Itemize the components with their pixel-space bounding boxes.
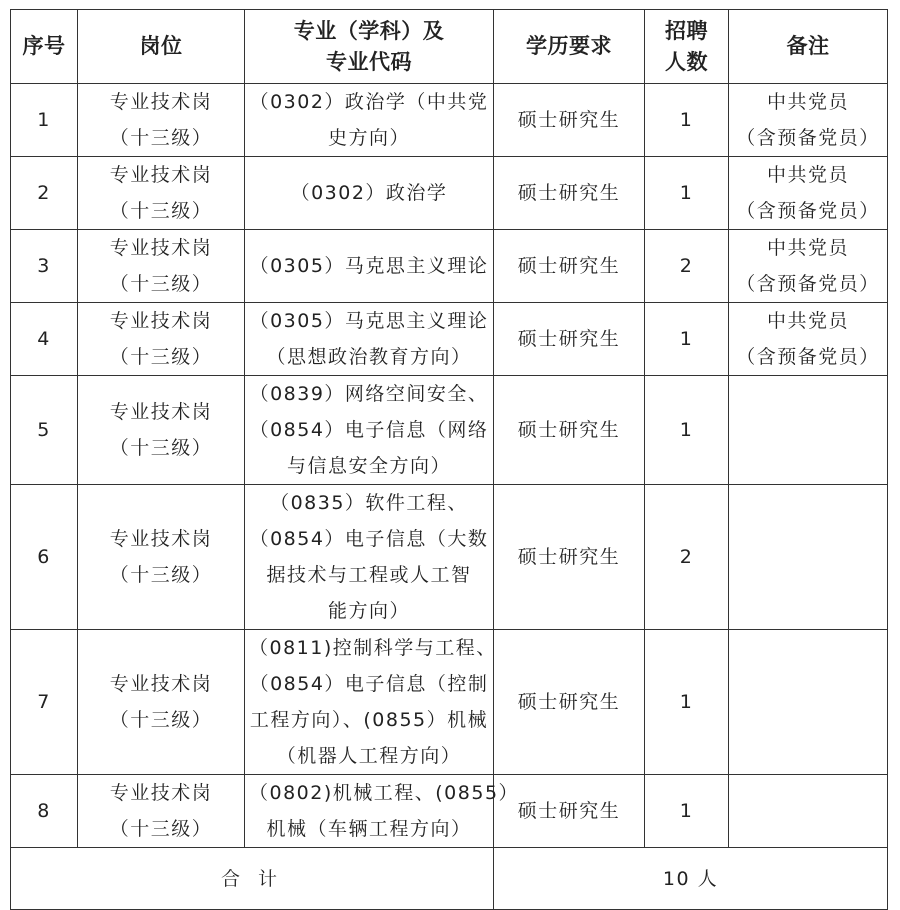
cell-major xyxy=(245,303,494,376)
cell-remark xyxy=(729,157,888,230)
cell-remark xyxy=(729,775,888,848)
cell-post-line: （十三级） xyxy=(109,709,213,731)
table-body xyxy=(11,84,888,848)
cell-major-line: （0854）电子信息（网络 xyxy=(249,419,489,441)
cell-post xyxy=(78,303,245,376)
total-label: 合 计 xyxy=(11,848,494,910)
header-major-line1: 专业（学科）及 xyxy=(293,18,445,43)
cell-major-line: 机械（车辆工程方向） xyxy=(266,818,472,840)
cell-seq: 2 xyxy=(11,157,78,230)
cell-major-line: （0811)控制科学与工程、 xyxy=(249,637,497,659)
cell-seq: 4 xyxy=(11,303,78,376)
cell-post xyxy=(78,630,245,775)
cell-education: 硕士研究生 xyxy=(494,630,645,775)
cell-count: 1 xyxy=(645,157,729,230)
cell-post-line: 专业技术岗 xyxy=(109,782,213,804)
cell-post-line: （十三级） xyxy=(109,564,213,586)
cell-seq: 5 xyxy=(11,376,78,485)
cell-seq: 8 xyxy=(11,775,78,848)
cell-post xyxy=(78,230,245,303)
cell-post xyxy=(78,775,245,848)
cell-major xyxy=(245,157,494,230)
cell-major-line: 史方向） xyxy=(327,127,410,149)
cell-seq: 6 xyxy=(11,485,78,630)
cell-post-line: 专业技术岗 xyxy=(109,310,213,332)
cell-remark xyxy=(729,303,888,376)
cell-education: 硕士研究生 xyxy=(494,485,645,630)
recruitment-table xyxy=(10,9,888,910)
total-value: 10 人 xyxy=(494,848,888,910)
cell-remark-line: 中共党员 xyxy=(766,91,849,113)
table-row xyxy=(11,157,888,230)
cell-count: 1 xyxy=(645,376,729,485)
cell-post xyxy=(78,376,245,485)
header-major-line2: 专业代码 xyxy=(326,49,412,74)
header-remark: 备注 xyxy=(729,10,888,84)
header-major xyxy=(245,10,494,84)
cell-major-line: （0302）政治学（中共党 xyxy=(249,91,489,113)
cell-education: 硕士研究生 xyxy=(494,303,645,376)
table-row xyxy=(11,84,888,157)
cell-education: 硕士研究生 xyxy=(494,775,645,848)
cell-post-line: 专业技术岗 xyxy=(109,528,213,550)
cell-post xyxy=(78,84,245,157)
cell-post-line: 专业技术岗 xyxy=(109,237,213,259)
cell-education: 硕士研究生 xyxy=(494,157,645,230)
cell-remark-line: （含预备党员） xyxy=(736,346,880,368)
cell-major-line: （0839）网络空间安全、 xyxy=(249,383,489,405)
cell-post-line: 专业技术岗 xyxy=(109,91,213,113)
table-row xyxy=(11,230,888,303)
cell-major xyxy=(245,84,494,157)
cell-remark-line: （含预备党员） xyxy=(736,273,880,295)
cell-major xyxy=(245,775,520,848)
cell-post-line: 专业技术岗 xyxy=(109,401,213,423)
cell-seq: 7 xyxy=(11,630,78,775)
table-row xyxy=(11,630,888,775)
cell-remark xyxy=(729,230,888,303)
cell-remark-line: 中共党员 xyxy=(766,237,849,259)
cell-major xyxy=(245,630,497,775)
cell-post xyxy=(78,157,245,230)
cell-post-line: 专业技术岗 xyxy=(109,164,213,186)
cell-major xyxy=(245,485,494,630)
cell-post xyxy=(78,485,245,630)
cell-remark-line: 中共党员 xyxy=(766,164,849,186)
table-row xyxy=(11,303,888,376)
cell-count: 2 xyxy=(645,230,729,303)
cell-remark xyxy=(729,630,888,775)
cell-post-line: （十三级） xyxy=(109,818,213,840)
cell-major-line: （0802)机械工程、(0855） xyxy=(249,782,520,804)
cell-major-line: （0835）软件工程、 xyxy=(270,492,468,514)
header-count-line1: 招聘 xyxy=(665,18,708,43)
cell-remark xyxy=(729,376,888,485)
cell-major-line: （0854）电子信息（控制 xyxy=(249,673,489,695)
cell-seq: 3 xyxy=(11,230,78,303)
header-count-line2: 人数 xyxy=(665,49,708,74)
cell-post-line: （十三级） xyxy=(109,437,213,459)
total-row xyxy=(11,848,888,910)
header-education: 学历要求 xyxy=(494,10,645,84)
header-post: 岗位 xyxy=(78,10,245,84)
cell-major-line: 工程方向）、(0855）机械 xyxy=(249,709,489,731)
cell-education: 硕士研究生 xyxy=(494,84,645,157)
cell-post-line: （十三级） xyxy=(109,273,213,295)
cell-major-line: （0305）马克思主义理论 xyxy=(249,310,489,332)
header-seq: 序号 xyxy=(11,10,78,84)
table-row xyxy=(11,376,888,485)
cell-count: 1 xyxy=(645,303,729,376)
cell-count: 1 xyxy=(645,84,729,157)
cell-education: 硕士研究生 xyxy=(494,376,645,485)
cell-major-line: （0302）政治学 xyxy=(290,182,448,204)
table-header-row xyxy=(11,10,888,84)
cell-count: 1 xyxy=(645,630,729,775)
cell-count: 2 xyxy=(645,485,729,630)
cell-count: 1 xyxy=(645,775,729,848)
cell-post-line: 专业技术岗 xyxy=(109,673,213,695)
table-row xyxy=(11,775,888,848)
table-row xyxy=(11,485,888,630)
cell-major-line: 能方向） xyxy=(327,600,410,622)
cell-major-line: （思想政治教育方向） xyxy=(266,346,472,368)
cell-major-line: 与信息安全方向） xyxy=(286,455,451,477)
cell-remark-line: （含预备党员） xyxy=(736,200,880,222)
header-count xyxy=(645,10,729,84)
cell-remark-line: （含预备党员） xyxy=(736,127,880,149)
cell-post-line: （十三级） xyxy=(109,346,213,368)
cell-post-line: （十三级） xyxy=(109,200,213,222)
cell-major xyxy=(245,376,494,485)
cell-post-line: （十三级） xyxy=(109,127,213,149)
cell-education: 硕士研究生 xyxy=(494,230,645,303)
cell-remark-line: 中共党员 xyxy=(766,310,849,332)
cell-seq: 1 xyxy=(11,84,78,157)
cell-major-line: 据技术与工程或人工智 xyxy=(266,564,472,586)
cell-major-line: （0305）马克思主义理论 xyxy=(249,255,489,277)
cell-remark xyxy=(729,84,888,157)
cell-major-line: （0854）电子信息（大数 xyxy=(249,528,489,550)
cell-major-line: （机器人工程方向） xyxy=(276,745,462,767)
cell-major xyxy=(245,230,494,303)
cell-remark xyxy=(729,485,888,630)
